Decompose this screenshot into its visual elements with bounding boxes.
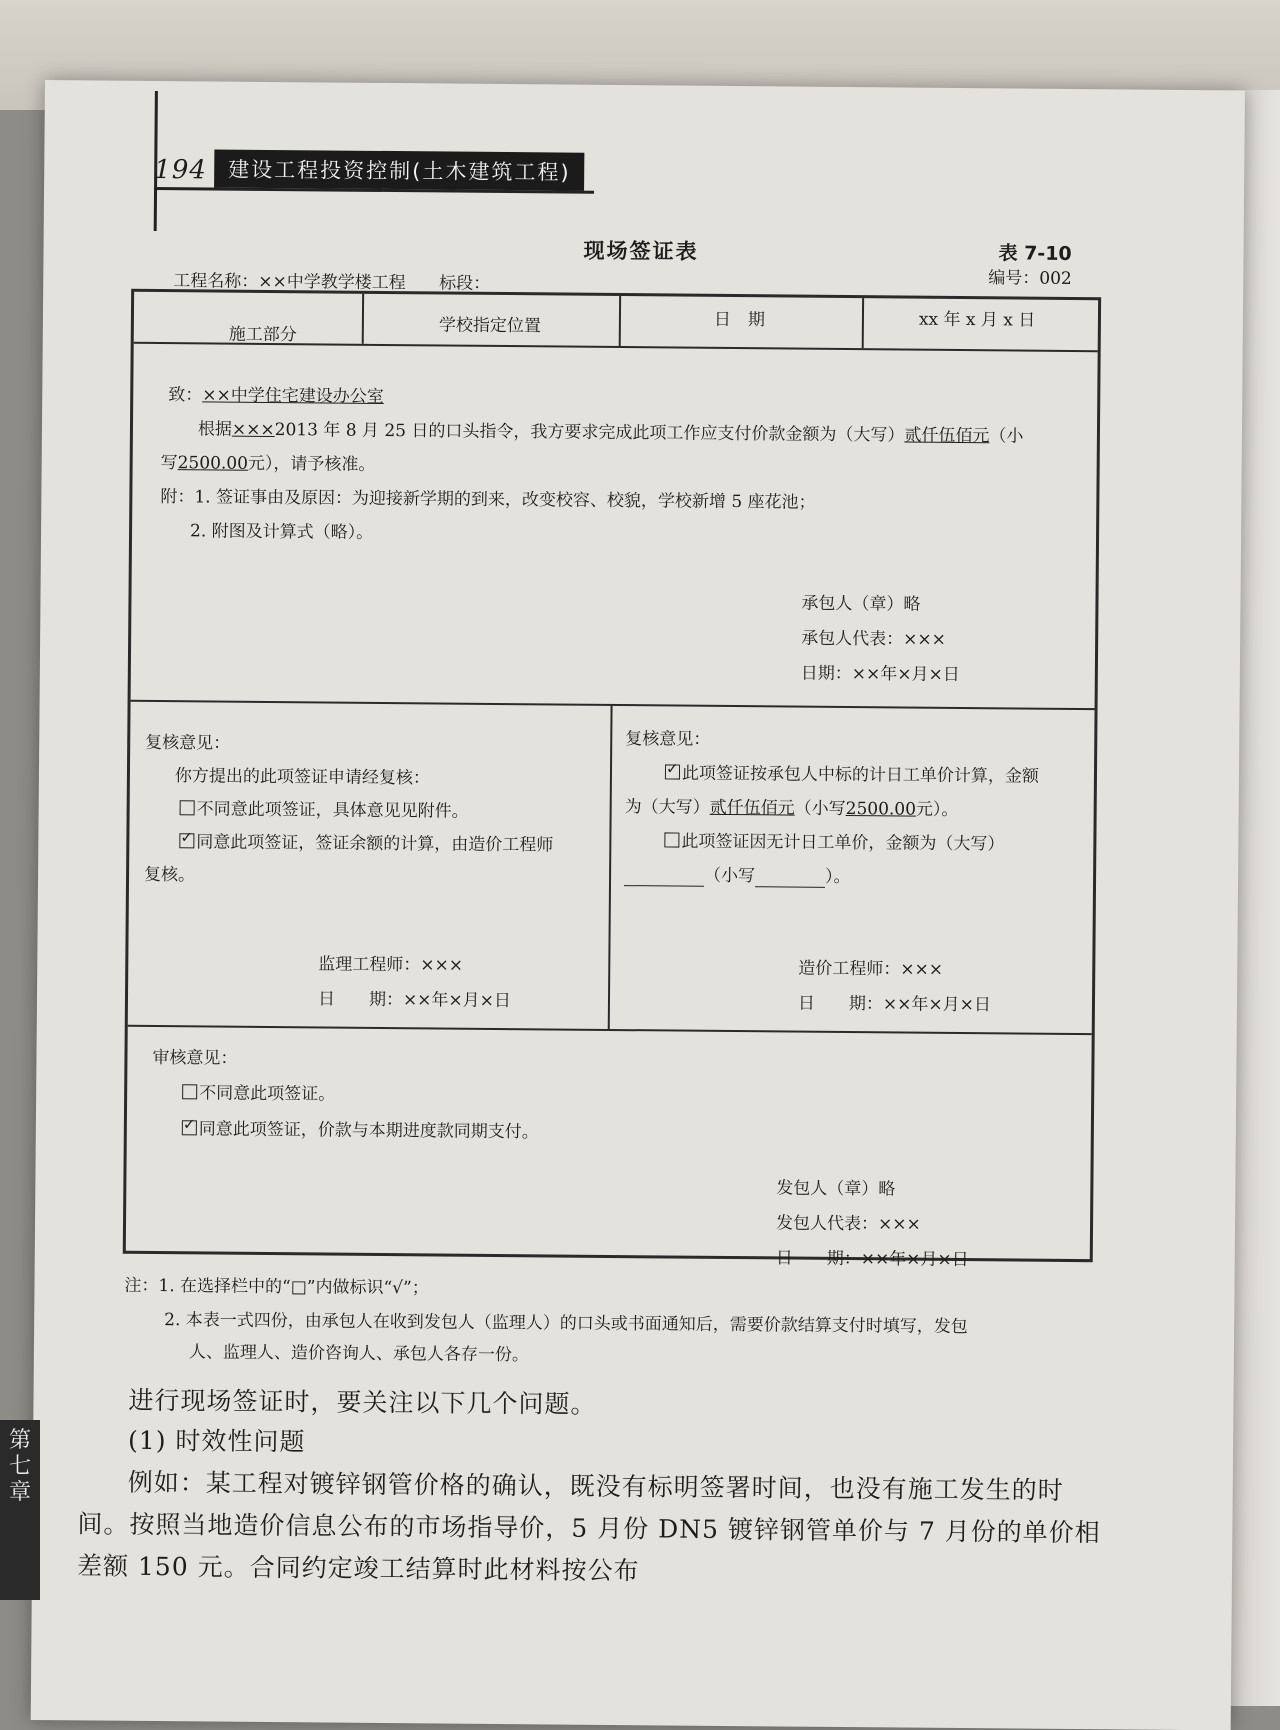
body-line-4: 间。按照当地造价信息公布的市场指导价，5 月份 DN5 镀锌钢管单价与 7 月份的单价相 (77, 1509, 1101, 1548)
chapter-tab: 第七章 (0, 1420, 40, 1600)
employer-date: 日 期：××年×月×日 (775, 1248, 969, 1271)
review-right-opt1: ✓此项签证按承包人中标的计日工单价计算，金额 (665, 762, 1039, 787)
attachment-2: 2. 附图及计算式（略）。 (189, 521, 374, 543)
review-right-opt2: 此项签证因无计日工单价，金额为（大写） (664, 830, 1004, 855)
form-title: 现场签证表 (583, 238, 699, 264)
supervisor-sign: 监理工程师：××× (318, 954, 464, 976)
body-heading: (1) 时效性问题 (128, 1425, 306, 1457)
note-2: 2. 本表一式四份，由承包人在收到发包人（监理人）的口头或书面通知后，需要价款结算支付时填写，发包 (164, 1310, 968, 1338)
col-divider (619, 296, 621, 346)
review-left-title: 复核意见： (145, 732, 231, 754)
table-number: 表 7-10 (998, 242, 1072, 265)
serial-number: 编号：002 (988, 268, 1072, 289)
review-right-title: 复核意见： (625, 729, 711, 750)
review-left-opt1: 不同意此项签证，具体意见见附件。 (180, 798, 469, 823)
col-divider (862, 298, 864, 348)
employer-seal: 发包人（章）略 (776, 1178, 896, 1200)
body-line-3: 例如：某工程对镀锌钢管价格的确认，既没有标明签署时间，也没有施工发生的时 (127, 1467, 1064, 1505)
col-divider (362, 294, 364, 344)
book-title: 建设工程投资控制(土木建筑工程) (214, 149, 585, 190)
blank-field[interactable] (755, 868, 825, 888)
note-1: 注：1. 在选择栏中的“□”内做标识“√”； (124, 1275, 429, 1299)
cost-engineer-sign: 造价工程师：××× (798, 958, 944, 980)
review-right-opt2-cont: （小写 ）。 (624, 864, 851, 888)
contractor-date: 日期：××年×月×日 (800, 663, 960, 686)
contractor-seal: 承包人（章）略 (801, 593, 921, 615)
cell-construction-part: 施工部分 (228, 324, 297, 346)
body-line-5: 差额 150 元。合同约定竣工结算时此材料按公布 (76, 1551, 640, 1586)
col-divider (608, 704, 613, 1029)
cell-location: 学校指定位置 (438, 315, 541, 337)
cell-date-value: xx 年 x 月 x 日 (918, 309, 1036, 331)
body-line-1: 进行现场签证时，要关注以下几个问题。 (128, 1385, 597, 1419)
blank-field[interactable] (624, 867, 704, 887)
review-left-line1: 你方提出的此项签证申请经复核： (174, 766, 431, 789)
contractor-rep: 承包人代表：××× (801, 628, 946, 650)
project-name: 工程名称：××中学教学楼工程 (173, 271, 406, 294)
review-left-opt2: ✓同意此项签证，签证余额的计算，由造价工程师 (179, 831, 553, 856)
request-line2: 写2500.00元），请予核准。 (160, 453, 376, 475)
note-2-cont: 人、监理人、造价咨询人、承包人各存一份。 (188, 1342, 529, 1366)
book-page (31, 80, 1245, 1730)
audit-opt2: ✓同意此项签证，价款与本期进度款同期支付。 (182, 1118, 539, 1143)
page-number: 194 (154, 154, 207, 186)
attachment-1: 附：1. 签证事由及原因：为迎接新学期的到来，改变校容、校貌，学校新增 5 座花池； (160, 487, 816, 513)
checkbox-checked[interactable] (665, 764, 680, 779)
checkbox-unchecked[interactable] (664, 832, 679, 847)
section-label: 标段： (439, 273, 491, 294)
cost-engineer-date: 日 期：××年×月×日 (797, 993, 992, 1016)
checkbox-checked[interactable] (182, 1120, 197, 1135)
cell-date-label: 日 期 (713, 309, 766, 331)
review-left-opt2-cont: 复核。 (143, 864, 196, 886)
employer-rep: 发包人代表：××× (775, 1213, 921, 1235)
review-right-opt1-cont: 为（大写）贰仟伍佰元（小写2500.00元）。 (624, 797, 959, 820)
supervisor-date: 日 期：××年×月×日 (317, 989, 512, 1012)
checkbox-unchecked[interactable] (180, 800, 195, 815)
site-visa-form (123, 289, 1101, 1271)
checkbox-checked[interactable] (179, 833, 194, 848)
audit-title: 审核意见： (152, 1047, 238, 1069)
request-to: 致：××中学住宅建设办公室 (168, 385, 384, 407)
audit-opt1: 不同意此项签证。 (182, 1082, 335, 1105)
checkbox-unchecked[interactable] (182, 1084, 197, 1099)
request-line1: 根据×××2013 年 8 月 25 日的口头指令，我方要求完成此项工作应支付价款金额为（大写）贰仟伍佰元（小 (197, 419, 1024, 447)
